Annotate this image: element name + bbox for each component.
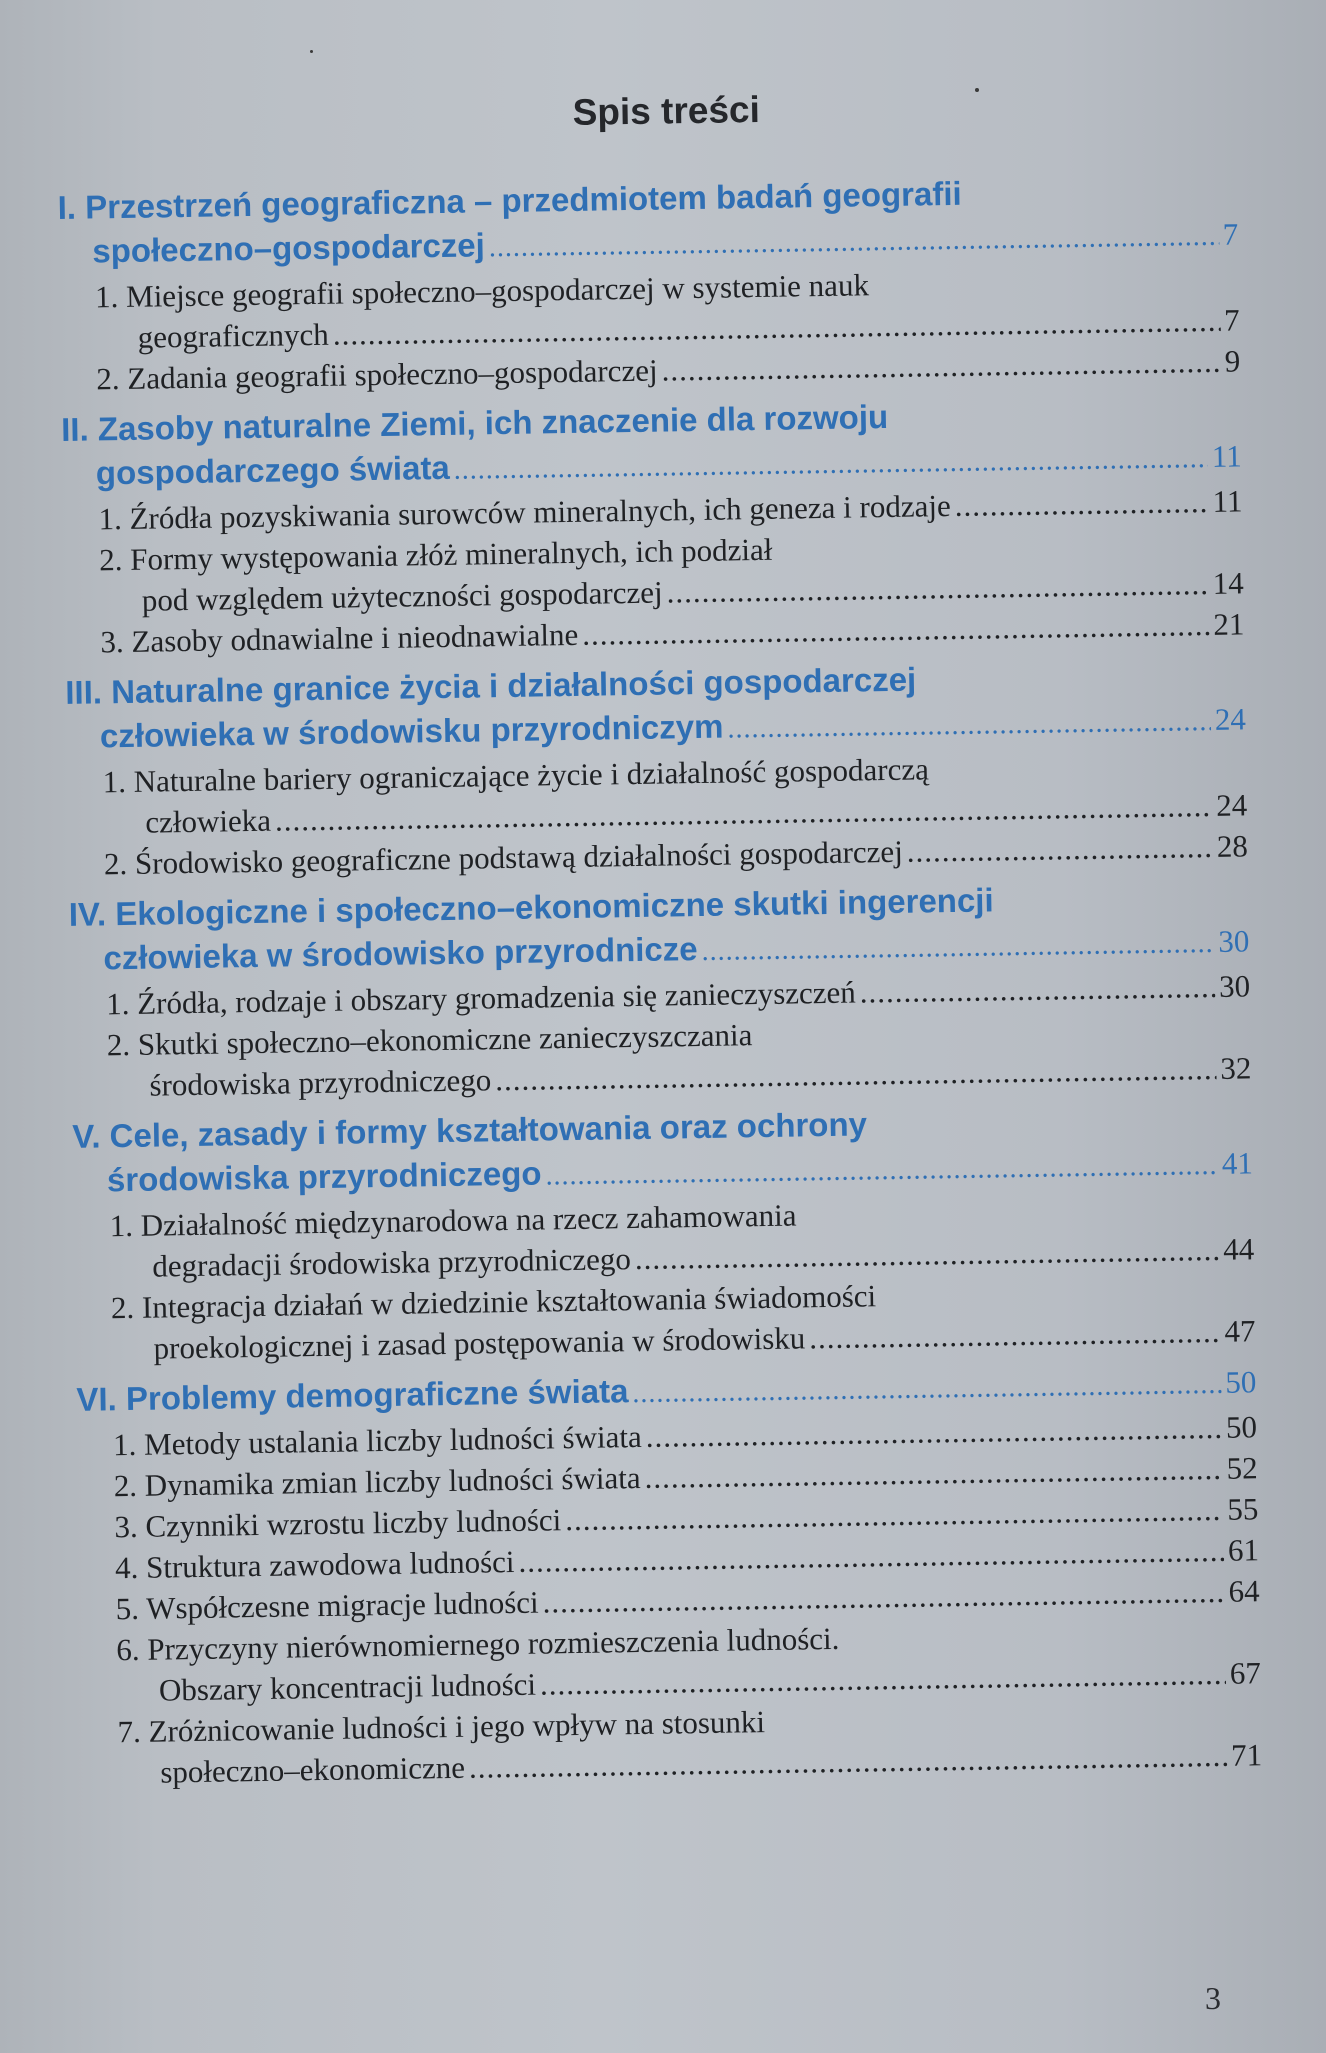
section-number: 7. bbox=[117, 1713, 142, 1750]
section-entry bbox=[81, 1693, 1262, 1794]
section-page-number: 50 bbox=[1225, 1409, 1258, 1445]
section-title-text bbox=[113, 1457, 640, 1506]
section-page-number: 55 bbox=[1227, 1491, 1259, 1527]
section-number: 1. bbox=[98, 501, 123, 537]
paper-speck bbox=[975, 88, 979, 92]
section-title-segment: Przyczyny nierównomiernego rozmieszczenia ludności. bbox=[147, 1620, 840, 1667]
section-page-number: 47 bbox=[1224, 1313, 1256, 1349]
section-title-segment: Zasoby odnawialne i nieodnawialne bbox=[131, 616, 579, 659]
section-page-number: 28 bbox=[1216, 828, 1249, 864]
section-title-text: pod względem użyteczności gospodarczej bbox=[141, 574, 663, 618]
section-page-number: 44 bbox=[1222, 1231, 1255, 1267]
chapter-title-segment: Naturalne granice życia i działalności gospodarczej bbox=[110, 660, 917, 711]
section-page-number: 61 bbox=[1227, 1532, 1260, 1568]
section-number: 2. bbox=[106, 1026, 131, 1063]
dot-leader bbox=[809, 1311, 1221, 1358]
table-of-contents bbox=[56, 81, 1263, 1797]
chapter-numeral: II. bbox=[60, 410, 89, 448]
section-page-number: 11 bbox=[1212, 483, 1243, 519]
chapter-title-segment: Cele, zasady i formy kształtowania oraz ochrony bbox=[109, 1105, 868, 1155]
section-number: 3. bbox=[114, 1508, 138, 1545]
section-title-text bbox=[114, 1499, 561, 1547]
paper-speck bbox=[310, 50, 313, 53]
section-page-number: 32 bbox=[1220, 1050, 1252, 1086]
dot-leader bbox=[661, 341, 1221, 391]
section-number: 2. bbox=[103, 845, 128, 882]
section-title-segment: Działalność międzynarodowa na rzecz zahamowania bbox=[140, 1197, 797, 1243]
section-title-segment: Formy występowania złóż mineralnych, ich podział bbox=[129, 531, 773, 577]
section-title-segment: Zróżnicowanie ludności i jego wpływ na stosunki bbox=[148, 1704, 766, 1749]
chapter-numeral: III. bbox=[65, 673, 103, 711]
chapter-numeral: I. bbox=[57, 188, 77, 226]
section-title-segment: Integracja działań w dziedzinie kształtowania świadomości bbox=[141, 1278, 877, 1325]
section-title-segment: Metody ustalania liczby ludności świata bbox=[143, 1418, 642, 1462]
chapter-page-number: 11 bbox=[1211, 438, 1243, 474]
section-title-segment: Czynniki wzrostu liczby ludności bbox=[145, 1502, 562, 1544]
chapter-page-number: 41 bbox=[1221, 1145, 1254, 1181]
chapter-title-segment: Ekologiczne i społeczno–ekonomiczne skutki ingerencji bbox=[114, 881, 994, 933]
section-page-number: 67 bbox=[1229, 1655, 1262, 1691]
chapter-numeral: VI. bbox=[76, 1380, 118, 1418]
chapter-numeral: V. bbox=[71, 1117, 101, 1155]
section-number: 1. bbox=[112, 1426, 137, 1463]
section-title-text bbox=[96, 350, 658, 400]
section-title-text: degradacji środowiska przyrodniczego bbox=[152, 1241, 632, 1284]
section-entry bbox=[71, 1006, 1252, 1107]
section-title-segment: Struktura zawodowa ludności bbox=[145, 1543, 515, 1585]
chapter-page-number: 7 bbox=[1222, 216, 1239, 252]
section-title-segment: Źródła, rodzaje i obszary gromadzenia się zanieczyszczeń bbox=[136, 974, 857, 1021]
section-number: 1. bbox=[105, 985, 130, 1022]
chapter-page-number: 50 bbox=[1225, 1364, 1257, 1400]
section-title-text: Obszary koncentracji ludności bbox=[158, 1666, 537, 1708]
section-title-segment: Skutki społeczno–ekonomiczne zanieczyszczania bbox=[137, 1017, 753, 1062]
chapter-entry bbox=[65, 652, 1248, 885]
chapter-title-segment: Zasoby naturalne Ziemi, ich znaczenie dla rozwoju bbox=[97, 397, 889, 448]
section-page-number: 71 bbox=[1230, 1737, 1263, 1773]
chapter-title-text: społeczno–gospodarczej bbox=[92, 226, 486, 270]
section-number: 2. bbox=[96, 361, 120, 397]
section-title-text bbox=[115, 1582, 539, 1630]
chapter-title-text bbox=[61, 398, 889, 448]
section-number: 2. bbox=[113, 1467, 138, 1504]
section-number: 5. bbox=[115, 1590, 140, 1627]
section-page-number: 64 bbox=[1228, 1573, 1260, 1609]
section-title-text: geograficznych bbox=[137, 316, 330, 355]
section-page-number: 7 bbox=[1223, 302, 1240, 338]
chapter-entry bbox=[76, 1359, 1262, 1793]
section-number: 1. bbox=[94, 279, 119, 315]
page-number: 3 bbox=[1205, 1980, 1221, 2016]
dot-leader bbox=[954, 481, 1209, 526]
section-title-text: proekologicznej i zasad postępowania w środowisku bbox=[153, 1320, 806, 1366]
chapter-page-number: 30 bbox=[1218, 923, 1250, 959]
chapter-title-segment: Problemy demograficzne świata bbox=[125, 1372, 629, 1418]
section-title-segment: Środowisko geograficzne podstawą działalności gospodarczej bbox=[134, 833, 904, 881]
section-entry bbox=[75, 1269, 1256, 1370]
chapter-title-text bbox=[76, 1369, 629, 1422]
chapter-entry bbox=[72, 1096, 1256, 1370]
chapter-title-segment: Przestrzeń geograficzna – przedmiotem badań geografii bbox=[84, 174, 962, 226]
chapter-title-text bbox=[65, 661, 916, 711]
dot-leader bbox=[859, 966, 1215, 1013]
chapter-entry bbox=[57, 167, 1240, 400]
chapter-numeral: IV. bbox=[68, 895, 107, 933]
section-title-segment: Miejsce geografii społeczno–gospodarczej w systemie nauk bbox=[125, 267, 870, 314]
dot-leader bbox=[582, 604, 1210, 655]
section-page-number: 21 bbox=[1213, 606, 1245, 642]
page-title: Spis treści bbox=[572, 88, 761, 133]
section-title-segment: Źródła pozyskiwania surowców mineralnych, ich geneza i rodzaje bbox=[129, 487, 951, 536]
section-title-text bbox=[100, 614, 578, 662]
section-title-text bbox=[117, 1704, 765, 1749]
section-page-number: 9 bbox=[1224, 343, 1241, 379]
toc-list bbox=[57, 167, 1262, 1793]
section-title-segment: Dynamika zmian liczby ludności świata bbox=[144, 1459, 641, 1503]
section-page-number: 14 bbox=[1212, 565, 1245, 601]
section-page-number: 52 bbox=[1226, 1450, 1258, 1486]
section-page-number: 30 bbox=[1218, 968, 1251, 1004]
section-title-text: środowiska przyrodniczego bbox=[149, 1062, 492, 1103]
section-number: 3. bbox=[100, 624, 125, 660]
chapter-page-number: 24 bbox=[1214, 701, 1247, 737]
chapter-title-text: środowiska przyrodniczego bbox=[106, 1154, 542, 1199]
section-page-number: 24 bbox=[1215, 787, 1248, 823]
section-title-text: społeczno–ekonomiczne bbox=[160, 1749, 466, 1790]
section-number: 4. bbox=[114, 1549, 139, 1586]
dot-leader bbox=[727, 700, 1211, 752]
section-title-text bbox=[107, 1017, 753, 1062]
section-title-segment: Zadania geografii społeczno–gospodarczej bbox=[127, 352, 658, 396]
chapter-entry bbox=[68, 874, 1251, 1107]
section-number: 1. bbox=[109, 1207, 134, 1244]
section-number: 6. bbox=[116, 1631, 140, 1668]
section-number: 1. bbox=[102, 763, 127, 800]
section-number: 2. bbox=[110, 1289, 135, 1326]
chapter-title-text: człowieka w środowisko przyrodnicze bbox=[103, 930, 698, 977]
section-title-segment: Naturalne bariery ograniczające życie i działalność gospodarczą bbox=[133, 751, 930, 799]
dot-leader bbox=[906, 826, 1213, 872]
chapter-title-text: gospodarczego świata bbox=[95, 448, 451, 492]
section-title-segment: Współczesne migracje ludności bbox=[145, 1584, 539, 1626]
section-number: 2. bbox=[98, 542, 123, 578]
section-title-text: człowieka bbox=[145, 802, 272, 840]
chapter-entry bbox=[61, 389, 1245, 663]
section-title-text bbox=[115, 1541, 515, 1588]
chapter-title-text: człowieka w środowisku przyrodniczym bbox=[99, 707, 724, 755]
chapter-title-text bbox=[72, 1105, 867, 1154]
